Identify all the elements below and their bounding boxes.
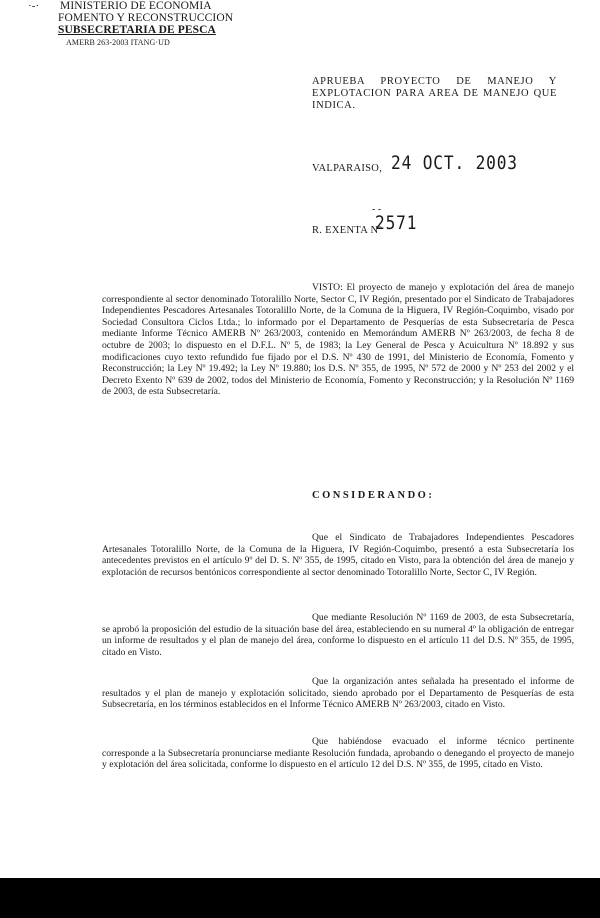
ministry-name: MINISTERIO DE ECONOMIA: [60, 0, 212, 12]
subject-line-3: INDICA.: [312, 100, 356, 111]
resolution-label: R. EXENTA Nº: [312, 225, 382, 236]
resolution-number: 2571: [375, 212, 418, 234]
considerando-paragraph-2: Que mediante Resolución Nº 1169 de 2003, de esta Subsecretaría, se aprobó la proposición del estudio de la situación base del área, estableciendo en su numeral 4º la obligación de entregar un informe de resultados y el plan de manejo del área, conforme lo dispuesto en el artículo 11 del D.S. Nº 355, de 1995, citado en Visto.: [102, 612, 574, 658]
resolution-subject: [312, 76, 557, 112]
considerando-paragraph-4: Que habiéndose evacuado el informe técnico pertinente corresponde a la Subsecretaría pronunciarse mediante Resolución fundada, aprobando o denegando el proyecto de manejo y explotación del área solicitada, conforme lo dispuesto en el artículo 12 del D.S. Nº 355, de 1995, citado en Visto.: [102, 736, 574, 771]
place-label: VALPARAISO,: [312, 163, 383, 174]
number-dash: - -: [372, 204, 382, 215]
visto-paragraph: VISTO: El proyecto de manejo y explotación del área de manejo correspondiente al sector denominado Totoralillo Norte, Sector C, IV Región, presentado por el Sindicato de Trabajadores Independientes Pescadores Artesanales Totoralillo Norte, de la Comuna de la Higuera, IV Región-Coquimbo, visado por Sociedad Consultora Ciclos Ltda.; lo informado por el Departamento de Pesquerías de esta Subsecretaría de Pesca mediante Informe Técnico AMERB Nº 263/2003, contenido en Memorándum AMERB Nº 263/2003, de fecha 8 de octubre de 2003; lo dispuesto en el D.F.L. Nº 5, de 1983; la Ley General de Pesca y Acuicultura Nº 18.892 y sus modificaciones cuyo texto refundido fue fijado por el D.S. Nº 430 de 1991, del Ministerio de Economía, Fomento y Reconstrucción; la Ley Nº 19.492; la Ley Nº 19.880; los D.S. Nº 355, de 1995, Nº 572 de 2000 y Nº 253 del 2002 y el Decreto Exento Nº 639 de 2002, todos del Ministerio de Economía, Fomento y Reconstrucción; y la Resolución Nº 1169 de 2003, de esta Subsecretaría.: [102, 282, 574, 398]
header-mark: ·-·: [28, 0, 40, 12]
subject-line-1: APRUEBA PROYECTO DE MANEJO Y: [312, 76, 557, 87]
considerando-paragraph-3: Que la organización antes señalada ha presentado el informe de resultados y el plan de manejo y explotación solicitado, siendo aprobado por el Departamento de Pesquerías de esta Subsecretaría, en los términos establecidos en el Informe Técnico AMERB Nº 263/2003, citado en Visto.: [102, 676, 574, 711]
considerando-paragraph-1: Que el Sindicato de Trabajadores Independientes Pescadores Artesanales Totoralillo Norte, de la Comuna de la Higuera, IV Región-Coquimbo, presentó a esta Subsecretaría los antecedentes previstos en el artículo 9º del D. S. Nº 355, de 1995, citado en Visto, para la obtención del área de manejo y explotación de recursos bentónicos correspondiente al sector denominado Totoralillo Norte, Sector C, IV Región.: [102, 532, 574, 578]
subsecretaria-name: SUBSECRETARIA DE PESCA: [58, 24, 216, 36]
reference-code: AMERB 263-2003 ITANG·UD: [66, 38, 170, 47]
subject-line-2: EXPLOTACION PARA AREA DE MANEJO QUE: [312, 88, 557, 99]
considerando-heading: CONSIDERANDO:: [312, 490, 435, 501]
scan-border: [0, 878, 600, 918]
ministry-subname: FOMENTO Y RECONSTRUCCION: [58, 12, 234, 24]
date-stamp: 24 OCT. 2003: [391, 152, 518, 174]
